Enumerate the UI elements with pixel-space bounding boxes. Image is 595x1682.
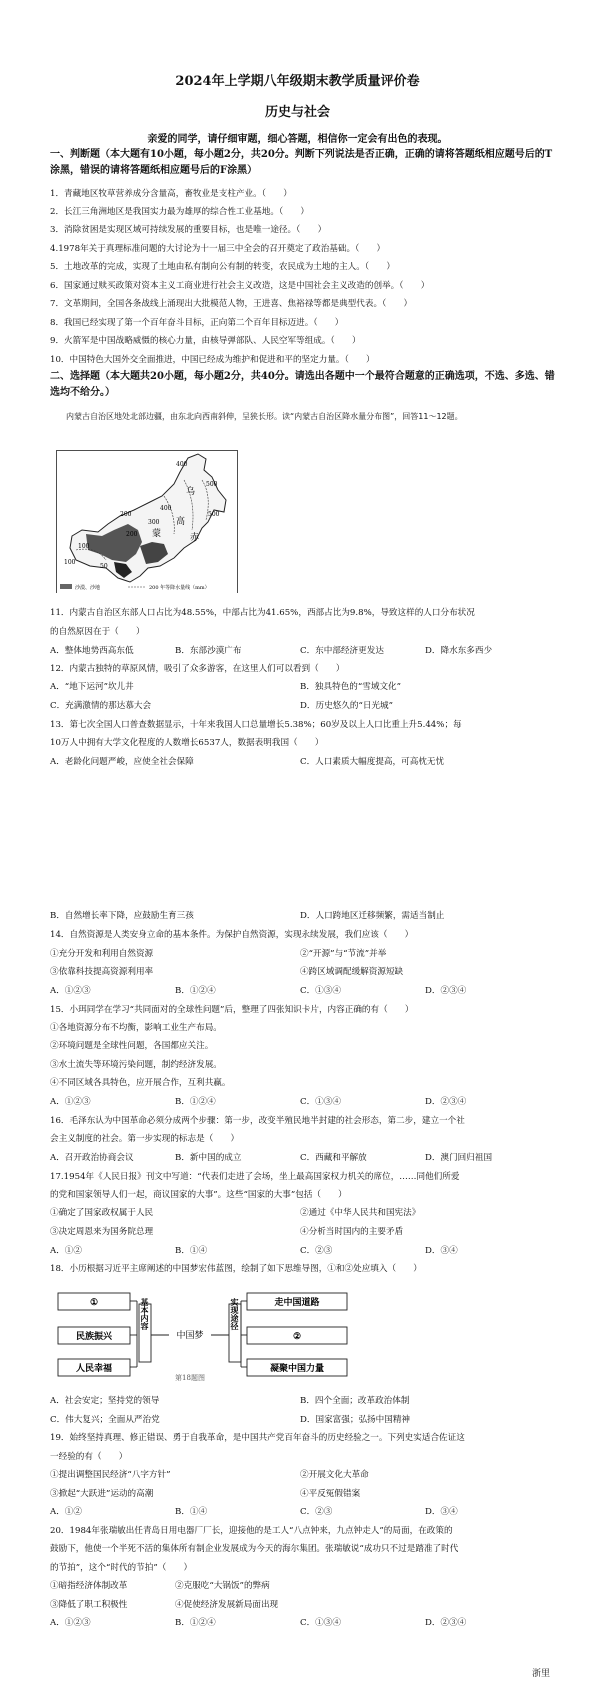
q17-option-d[interactable]: D．③④ <box>425 1246 458 1256</box>
q20-option-b[interactable]: B．①②④ <box>175 1618 216 1628</box>
q19-statement-1: ①提出调整国民经济“八字方针” <box>50 1470 171 1480</box>
contour-label: 500 <box>206 481 218 488</box>
legend-sand-label: 沙漠、沙地 <box>75 585 101 591</box>
contour-label: 100 <box>78 543 90 550</box>
q13-stem-2: 10万人中拥有大学文化程度的人数增长6537人，数据表明我国（ ） <box>50 738 324 748</box>
q16-option-c[interactable]: C．西藏和平解放 <box>300 1153 367 1163</box>
q11-option-b[interactable]: B．东部沙漠广布 <box>175 646 242 656</box>
q12-option-a[interactable]: A．“地下运河”坎儿井 <box>50 682 134 692</box>
q15-stem: 15．小珥同学在学习“共同面对的全球性问题”后，整理了四张知识卡片，内容正确的有（ ） <box>50 1005 414 1015</box>
q14-statement-1: ①充分开发和利用自然资源 <box>50 949 154 959</box>
q17-option-a[interactable]: A．①② <box>50 1246 82 1256</box>
place-label: 赤 <box>190 533 200 543</box>
section1-heading: 一、判断题（本大题有10小题，每小题2分，共20分。判断下列说法是否正确，正确的请将答题纸相应题号后的T涂黑，错误的请将答题纸相应题号后的F涂黑） <box>50 149 553 176</box>
q19-stem-2: 一经验的有（ ） <box>50 1452 128 1462</box>
diagram-caption: 第18题图 <box>175 1374 205 1381</box>
contour-label: 200 <box>120 511 132 518</box>
china-dream-mind-map <box>57 1290 351 1381</box>
greeting: 亲爱的同学，请仔细审题，细心答题，相信你一定会有出色的表现。 <box>147 134 448 145</box>
q20-statement-3: ③降低了职工积极性 <box>50 1600 128 1610</box>
q12-option-c[interactable]: C．充满激情的那达慕大会 <box>50 701 152 711</box>
judge-item-8: 8．我国已经实现了第一个百年奋斗目标，正向第二个百年目标迈进。（ ） <box>50 318 344 328</box>
contour-label: 300 <box>148 519 160 526</box>
q19-option-a[interactable]: A．①② <box>50 1507 82 1517</box>
q19-option-b[interactable]: B．①④ <box>175 1507 208 1517</box>
q18-option-b[interactable]: B．四个全面；改革政治体制 <box>300 1396 410 1406</box>
section2-intro: 内蒙古自治区地处北部边疆，由东北向西南斜伸，呈狭长形。读“内蒙古自治区降水量分布图”，回答11～12题。 <box>66 412 463 421</box>
legend-line-label: 200 年等降水量线（mm） <box>149 585 210 591</box>
contour-label: 200 <box>126 531 138 538</box>
q16-stem-1: 16．毛泽东认为中国革命必须分成两个步骤：第一步，改变半殖民地半封建的社会形态，第二步，建立一个社 <box>50 1116 465 1126</box>
q13-option-b[interactable]: B．自然增长率下降，应鼓励生育三孩 <box>50 911 194 921</box>
q20-stem-3: 的节拍”，这个“时代的节拍”（ ） <box>50 1563 193 1573</box>
q17-stem-2: 的党和国家领导人们一起，商议国家的大事”。这些“国家的大事”包括（ ） <box>50 1190 347 1200</box>
q11-option-a[interactable]: A．整体地势西高东低 <box>50 646 134 656</box>
q19-stem-1: 19．始终坚持真理、修正错误、勇于自我革命，是中国共产党百年奋斗的历史经验之一。下列史实适合佐证这 <box>50 1433 465 1443</box>
right-label: 实现途径 <box>230 1298 240 1330</box>
q13-option-c[interactable]: C．人口素质大幅度提高，可高枕无忧 <box>300 757 445 767</box>
footer-watermark: 浙里 <box>532 1669 551 1679</box>
judge-item-9: 9．火箭军是中国战略威慑的核心力量，由核导弹部队、人民空军等组成。（ ） <box>50 336 361 346</box>
left-box-1: ① <box>89 1298 99 1308</box>
contour-label: 400 <box>160 505 172 512</box>
contour-label: 100 <box>64 559 76 566</box>
judge-item-5: 5．土地改革的完成，实现了土地由私有制向公有制的转变，农民成为土地的主人。（ ） <box>50 262 395 272</box>
right-box-3: 凝聚中国力量 <box>269 1364 325 1374</box>
q11-stem-2: 的自然原因在于（ ） <box>50 627 145 637</box>
q18-option-c[interactable]: C．伟大复兴；全面从严治党 <box>50 1415 160 1425</box>
q19-statement-4: ④平反冤假错案 <box>300 1489 361 1499</box>
q15-option-a[interactable]: A．①②③ <box>50 1097 91 1107</box>
q16-option-a[interactable]: A．召开政治协商会议 <box>50 1153 134 1163</box>
q20-stem-2: 鼓励下，他使一个半死不活的集体所有制企业发展成为今天的海尔集团。张瑞敏说“成功只不过是踏准了时代 <box>50 1544 459 1554</box>
q14-statement-2: ②“开源”与“节流”并举 <box>300 949 387 959</box>
place-label: 蒙 <box>152 529 162 539</box>
q17-statement-3: ③决定周恩来为国务院总理 <box>50 1227 154 1237</box>
q15-option-c[interactable]: C．①③④ <box>300 1097 341 1107</box>
q20-statement-4: ④促使经济发展新局面出现 <box>175 1600 279 1610</box>
q14-option-c[interactable]: C．①③④ <box>300 986 341 996</box>
q19-option-c[interactable]: C．②③ <box>300 1507 333 1517</box>
contour-label: 50 <box>100 563 108 570</box>
q15-statement-3: ③水土流失等环境污染问题，制约经济发展。 <box>50 1060 222 1070</box>
q14-stem: 14．自然资源是人类安身立命的基本条件。为保护自然资源，实现永续发展，我们应该（ ） <box>50 930 414 940</box>
judge-item-6: 6．国家通过赎买政策对资本主义工商业进行社会主义改造，这是中国社会主义改造的创举。（ ） <box>50 281 430 291</box>
left-label: 基本内容 <box>140 1298 150 1330</box>
q12-option-d[interactable]: D．历史悠久的“日光城” <box>300 701 394 711</box>
q11-stem-1: 11．内蒙古自治区东部人口占比为48.55%，中部占比为41.65%，西部占比为9.8%，导致这样的人口分布状况 <box>50 608 475 618</box>
right-box-2: ② <box>292 1332 302 1342</box>
contour-label: 500 <box>208 511 220 518</box>
q19-statement-3: ③掀起“大跃进”运动的高潮 <box>50 1489 154 1499</box>
q11-option-d[interactable]: D．降水东多西少 <box>425 646 493 656</box>
q20-option-a[interactable]: A．①②③ <box>50 1618 91 1628</box>
q20-statement-1: ①暗指经济体制改革 <box>50 1581 128 1591</box>
judge-item-10: 10．中国特色大国外交全面推进，中国已经成为维护和促进和平的坚定力量。（ ） <box>50 355 375 365</box>
q15-statement-2: ②环境问题是全球性问题，各国都应关注。 <box>50 1041 214 1051</box>
left-box-2: 民族振兴 <box>75 1332 113 1342</box>
q14-statement-3: ③依靠科技提高资源利用率 <box>50 967 154 977</box>
place-label: 高 <box>176 517 186 527</box>
q13-option-d[interactable]: D．人口跨地区迁移频繁，需适当制止 <box>300 911 445 921</box>
legend-sand-swatch <box>60 584 72 589</box>
q14-option-b[interactable]: B．①②④ <box>175 986 216 996</box>
contour-label: 400 <box>176 461 188 468</box>
q17-option-c[interactable]: C．②③ <box>300 1246 333 1256</box>
q16-option-d[interactable]: D．澳门回归祖国 <box>425 1153 493 1163</box>
judge-item-3: 3．消除贫困是实现区域可持续发展的重要目标，也是唯一途径。（ ） <box>50 225 327 235</box>
q20-stem-1: 20．1984年张瑞敏出任青岛日用电器厂厂长，迎接他的是工人“八点钟来，九点钟走人”的局面，在政策的 <box>50 1526 453 1536</box>
q15-option-b[interactable]: B．①②④ <box>175 1097 216 1107</box>
q18-stem: 18．小历根据习近平主席阐述的中国梦宏伟蓝图，绘制了如下思维导图，①和②处应填入（ ） <box>50 1264 422 1274</box>
q15-statement-4: ④不同区域各具特色，应开展合作，互利共赢。 <box>50 1078 231 1088</box>
q17-statement-4: ④分析当时国内的主要矛盾 <box>300 1227 404 1237</box>
q15-statement-1: ①各地资源分布不均衡，影响工业生产布局。 <box>50 1023 222 1033</box>
q19-option-d[interactable]: D．③④ <box>425 1507 458 1517</box>
left-box-3: 人民幸福 <box>75 1364 113 1374</box>
precipitation-map <box>56 450 238 593</box>
q13-option-a[interactable]: A．老龄化问题严峻，应使全社会保障 <box>50 757 194 767</box>
q15-option-d[interactable]: D．②③④ <box>425 1097 467 1107</box>
exam-title: 2024年上学期八年级期末教学质量评价卷 <box>175 74 420 89</box>
place-label: 乌 <box>186 487 196 497</box>
judge-item-4: 4.1978年关于真理标准问题的大讨论为十一届三中全会的召开奠定了政治基础。（ ） <box>50 244 386 254</box>
q17-statement-2: ②通过《中华人民共和国宪法》 <box>300 1208 421 1218</box>
q11-option-c[interactable]: C．东中部经济更发达 <box>300 646 384 656</box>
q12-option-b[interactable]: B．独具特色的“雪域文化” <box>300 682 402 692</box>
judge-item-2: 2．长江三角洲地区是我国实力最为雄厚的综合性工业基地。（ ） <box>50 207 309 217</box>
q18-option-a[interactable]: A．社会安定；坚持党的领导 <box>50 1396 160 1406</box>
q16-stem-2: 会主义制度的社会。第一步实现的标志是（ ） <box>50 1134 240 1144</box>
center-label: 中国梦 <box>176 1331 204 1341</box>
q17-stem-1: 17.1954年《人民日报》刊文中写道：“代表们走进了会场，坐上最高国家权力机关的席位，……同他们所爱 <box>50 1172 460 1182</box>
q14-option-a[interactable]: A．①②③ <box>50 986 91 996</box>
q16-option-b[interactable]: B．新中国的成立 <box>175 1153 242 1163</box>
q20-statement-2: ②克服吃“大锅饭”的弊病 <box>175 1581 270 1591</box>
q20-option-c[interactable]: C．①③④ <box>300 1618 341 1628</box>
right-box-1: 走中国道路 <box>274 1298 320 1308</box>
q14-option-d[interactable]: D．②③④ <box>425 986 467 996</box>
q17-statement-1: ①确定了国家政权属于人民 <box>50 1208 154 1218</box>
q14-statement-4: ④跨区域调配缓解资源短缺 <box>300 967 404 977</box>
section2-heading: 二、选择题（本大题共20小题，每小题2分，共40分。请选出各题中一个最符合题意的正确选项，不选、多选、错选均不给分。） <box>50 371 555 398</box>
q19-statement-2: ②开展文化大革命 <box>300 1470 369 1480</box>
q18-option-d[interactable]: D．国家富强；弘扬中国精神 <box>300 1415 411 1425</box>
judge-item-7: 7．文革期间，全国各条战线上涌现出大批模范人物，王进喜、焦裕禄等都是典型代表。（ ） <box>50 299 413 309</box>
q20-option-d[interactable]: D．②③④ <box>425 1618 467 1628</box>
q17-option-b[interactable]: B．①④ <box>175 1246 208 1256</box>
q13-stem-1: 13．第七次全国人口普查数据显示，十年来我国人口总量增长5.38%；60岁及以上人口比重上升5.44%；每 <box>50 720 462 730</box>
exam-subject: 历史与社会 <box>264 105 330 120</box>
q12-stem: 12．内蒙古独特的草原风情，吸引了众多游客，在这里人们可以看到（ ） <box>50 664 345 674</box>
judge-item-1: 1．青藏地区牧草营养成分含量高，畜牧业是支柱产业。（ ） <box>50 189 292 199</box>
